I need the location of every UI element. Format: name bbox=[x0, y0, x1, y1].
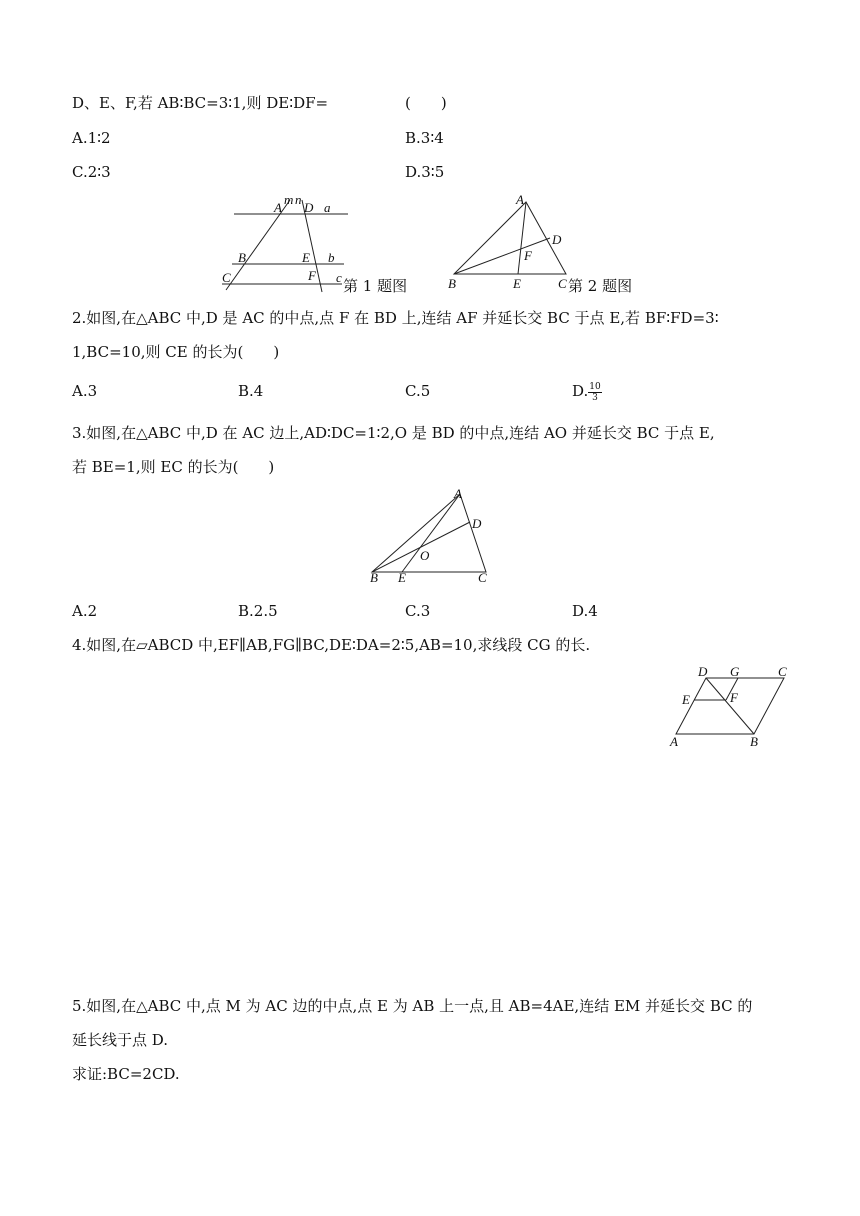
q3-option-c: C.3 bbox=[405, 602, 431, 620]
label-F: F bbox=[308, 268, 316, 283]
figure-1-parallel-lines bbox=[218, 192, 358, 294]
label-m: m bbox=[284, 192, 294, 207]
q2-option-d-fraction bbox=[588, 382, 601, 403]
q5-line3: 求证:BC=2CD. bbox=[72, 1065, 180, 1083]
figure-4-parallelogram bbox=[666, 664, 796, 748]
q1-stem-text: D、E、F,若 AB∶BC=3∶1,则 DE∶DF= bbox=[72, 94, 329, 112]
q3-option-d: D.4 bbox=[572, 602, 598, 620]
label-b: b bbox=[328, 250, 335, 265]
q2-line2: 1,BC=10,则 CE 的长为( ) bbox=[72, 343, 280, 361]
label-F: F bbox=[524, 248, 532, 263]
label-A: A bbox=[670, 734, 678, 748]
q4-line1: 4.如图,在▱ABCD 中,EF∥AB,FG∥BC,DE∶DA=2∶5,AB=10,求线段 CG 的长. bbox=[72, 636, 591, 654]
label-A: A bbox=[274, 200, 282, 215]
label-C: C bbox=[778, 664, 787, 679]
label-D: D bbox=[698, 664, 708, 679]
fraction-numerator: 10 bbox=[589, 381, 601, 392]
label-C: C bbox=[558, 276, 567, 291]
label-O: O bbox=[420, 548, 430, 563]
q2-option-d bbox=[572, 381, 602, 403]
label-E: E bbox=[398, 570, 406, 585]
q1-option-c: C.2∶3 bbox=[72, 163, 111, 181]
label-A: A bbox=[516, 192, 524, 207]
label-G: G bbox=[730, 664, 740, 679]
q5-line1: 5.如图,在△ABC 中,点 M 为 AC 边的中点,点 E 为 AB 上一点,且 AB=4AE,连结 EM 并延长交 BC 的 bbox=[72, 997, 753, 1015]
q1-stem bbox=[72, 93, 328, 113]
figure-2-caption: 第 2 题图 bbox=[568, 277, 633, 295]
segment-BD bbox=[454, 238, 550, 274]
q1-answer-bracket: ( ) bbox=[405, 94, 447, 112]
diagonal-DB bbox=[706, 678, 754, 734]
label-C: C bbox=[222, 270, 231, 285]
label-B: B bbox=[448, 276, 456, 291]
segment-AE bbox=[402, 494, 460, 572]
q5-line2: 延长线于点 D. bbox=[72, 1031, 169, 1049]
q3-line1: 3.如图,在△ABC 中,D 在 AC 边上,AD∶DC=1∶2,O 是 BD 的中点,连结 AO 并延长交 BC 于点 E, bbox=[72, 424, 715, 442]
segment-AE bbox=[518, 202, 526, 274]
q1-option-d: D.3∶5 bbox=[405, 163, 445, 181]
q2-option-b: B.4 bbox=[238, 382, 264, 400]
q3-line2: 若 BE=1,则 EC 的长为( ) bbox=[72, 458, 275, 476]
q2-option-a: A.3 bbox=[72, 382, 98, 400]
q3-option-b: B.2.5 bbox=[238, 602, 278, 620]
q2-option-c: C.5 bbox=[405, 382, 431, 400]
label-a: a bbox=[324, 200, 331, 215]
label-F: F bbox=[730, 690, 738, 705]
label-B: B bbox=[750, 734, 758, 748]
label-C: C bbox=[478, 570, 487, 585]
fraction-denominator: 3 bbox=[592, 392, 598, 403]
label-D: D bbox=[552, 232, 562, 247]
label-E: E bbox=[302, 250, 310, 265]
q3-option-a: A.2 bbox=[72, 602, 98, 620]
label-n: n bbox=[295, 192, 302, 207]
q1-option-a: A.1∶2 bbox=[72, 129, 111, 147]
label-D: D bbox=[304, 200, 314, 215]
figure-3-triangle bbox=[366, 484, 506, 588]
label-c: c bbox=[336, 270, 342, 285]
figure-1-caption: 第 1 题图 bbox=[343, 277, 408, 295]
label-B: B bbox=[238, 250, 246, 265]
label-A: A bbox=[454, 486, 462, 501]
q2-line1: 2.如图,在△ABC 中,D 是 AC 的中点,点 F 在 BD 上,连结 AF 并延长交 BC 于点 E,若 BF∶FD=3∶ bbox=[72, 309, 719, 327]
figure-2-triangle bbox=[444, 192, 574, 292]
q2-option-d-label: D. bbox=[572, 382, 589, 400]
label-B: B bbox=[370, 570, 378, 585]
label-D: D bbox=[472, 516, 482, 531]
q1-option-b: B.3∶4 bbox=[405, 129, 444, 147]
label-E: E bbox=[513, 276, 521, 291]
label-E: E bbox=[682, 692, 690, 707]
